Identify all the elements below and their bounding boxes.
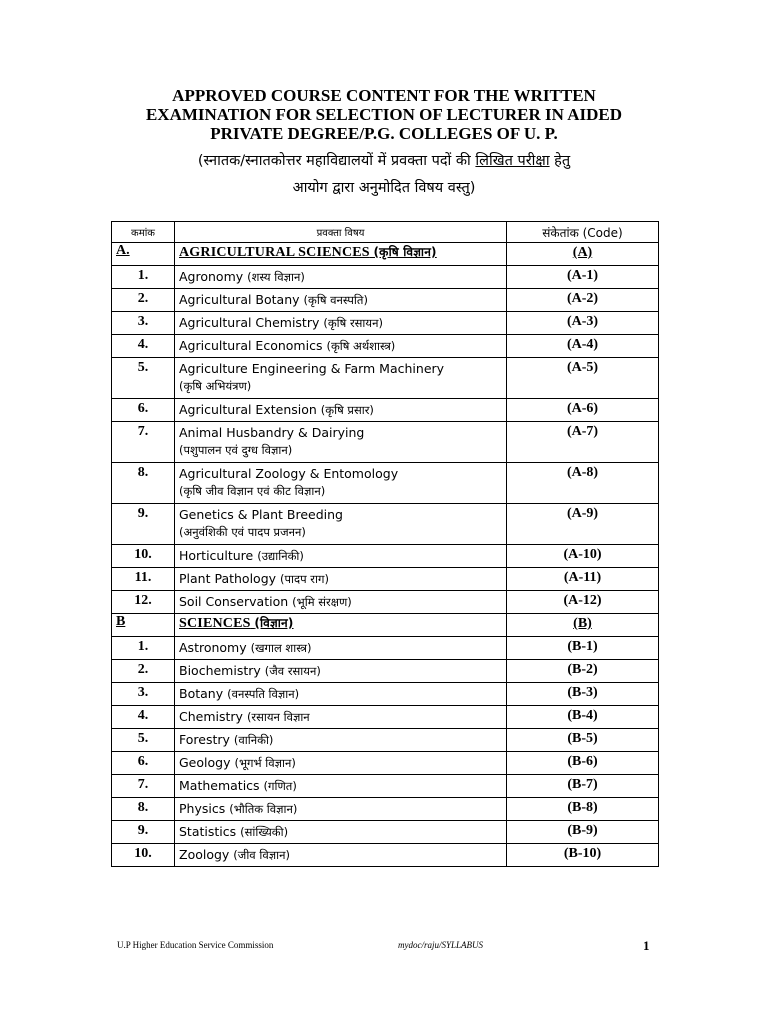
table-row [112, 568, 659, 591]
section-name: SCIENCES (विज्ञान) [175, 614, 507, 637]
subject-english: Horticulture [179, 548, 254, 563]
row-number: 7. [112, 422, 175, 463]
subject-english: Plant Pathology [179, 571, 277, 586]
subject-code: (B-2) [507, 660, 659, 683]
subject-hindi: (कृषि अर्थशास्त्र) [326, 339, 396, 353]
subject-code: (A-6) [507, 399, 659, 422]
subject-name [175, 568, 507, 591]
subject-code: (A-8) [507, 463, 659, 504]
subject-name [175, 821, 507, 844]
subject-code: (A-3) [507, 312, 659, 335]
row-number: 5. [112, 729, 175, 752]
subject-english: Mathematics [179, 778, 260, 793]
table-row [112, 312, 659, 335]
subject-hindi: (सांख्यिकी) [240, 825, 289, 839]
row-number: 6. [112, 752, 175, 775]
subject-code: (B-7) [507, 775, 659, 798]
title-line: APPROVED COURSE CONTENT FOR THE WRITTEN [172, 86, 596, 105]
section-code: (A) [507, 243, 659, 266]
subject-english: Physics [179, 801, 226, 816]
subject-english: Statistics [179, 824, 237, 839]
row-number: 10. [112, 545, 175, 568]
table-row [112, 591, 659, 614]
subject-name [175, 660, 507, 683]
document-title [60, 86, 708, 143]
subject-code: (A-12) [507, 591, 659, 614]
subject-name [175, 335, 507, 358]
table-row [112, 752, 659, 775]
subject-name [175, 312, 507, 335]
subject-name [175, 422, 507, 463]
subject-name [175, 729, 507, 752]
subject-name [175, 637, 507, 660]
subject-english: Agricultural Botany [179, 292, 300, 307]
subject-english: Agricultural Extension [179, 402, 317, 417]
footer-organization: U.P Higher Education Service Commission [117, 940, 274, 950]
table-row [112, 775, 659, 798]
subject-code: (B-6) [507, 752, 659, 775]
row-number: 2. [112, 660, 175, 683]
subject-code: (A-1) [507, 266, 659, 289]
header-code: संकेतांक (Code) [507, 222, 659, 243]
hindi-line-2: आयोग द्वारा अनुमोदित विषय वस्तु) [292, 180, 476, 196]
subject-code: (A-9) [507, 504, 659, 545]
subject-english: Soil Conservation [179, 594, 289, 609]
subject-table [111, 221, 659, 867]
subject-name [175, 683, 507, 706]
table-row [112, 798, 659, 821]
subject-hindi: (कृषि प्रसार) [320, 403, 374, 417]
row-number: 3. [112, 312, 175, 335]
row-number: 1. [112, 266, 175, 289]
subject-english: Agronomy [179, 269, 244, 284]
subject-code: (B-10) [507, 844, 659, 867]
subject-hindi: (कृषि अभियंत्रण) [179, 379, 252, 393]
table-row [112, 399, 659, 422]
subject-name [175, 358, 507, 399]
subject-english: Agricultural Chemistry [179, 315, 320, 330]
subject-name [175, 399, 507, 422]
subject-hindi: (जीव विज्ञान) [233, 848, 290, 862]
row-number: 2. [112, 289, 175, 312]
table-row [112, 637, 659, 660]
table-row [112, 660, 659, 683]
row-number: 3. [112, 683, 175, 706]
subject-english: Agricultural Economics [179, 338, 323, 353]
subject-hindi: (रसायन विज्ञान [246, 710, 310, 724]
page-number: 1 [643, 938, 650, 953]
row-number: 9. [112, 821, 175, 844]
hindi-line-1: (स्नातक/स्नातकोत्तर महाविद्यालयों में प्रवक्ता पदों की लिखित परीक्षा हेतु [197, 153, 571, 169]
subject-name [175, 289, 507, 312]
subject-name [175, 504, 507, 545]
subject-code: (A-11) [507, 568, 659, 591]
subject-hindi: (भूमि संरक्षण) [292, 595, 352, 609]
table-row [112, 289, 659, 312]
subject-english: Astronomy [179, 640, 247, 655]
row-number: 9. [112, 504, 175, 545]
subject-hindi: (शस्य विज्ञान) [247, 270, 305, 284]
subject-code: (A-5) [507, 358, 659, 399]
row-number: 11. [112, 568, 175, 591]
section-code: (B) [507, 614, 659, 637]
subject-code: (A-7) [507, 422, 659, 463]
row-number: 7. [112, 775, 175, 798]
row-number: 10. [112, 844, 175, 867]
table-row [112, 358, 659, 399]
subject-code: (B-9) [507, 821, 659, 844]
title-line: EXAMINATION FOR SELECTION OF LECTURER IN AIDED [145, 105, 623, 124]
subject-name [175, 266, 507, 289]
table-header-row [112, 222, 659, 243]
subject-english: Genetics & Plant Breeding [179, 507, 343, 522]
row-number: 1. [112, 637, 175, 660]
subject-hindi: (वनस्पति विज्ञान) [227, 687, 300, 701]
subject-hindi: (भौतिक विज्ञान) [229, 802, 298, 816]
subject-name [175, 706, 507, 729]
subject-hindi: (खगाल शास्त्र) [250, 641, 312, 655]
subject-hindi: (कृषि वनस्पति) [303, 293, 368, 307]
underlined-phrase: लिखित परीक्षा [475, 153, 550, 169]
table-row [112, 463, 659, 504]
subject-code: (A-10) [507, 545, 659, 568]
header-serial: कमांक [112, 222, 175, 243]
table-row [112, 844, 659, 867]
subject-name [175, 752, 507, 775]
header-subject: प्रवक्ता विषय [175, 222, 507, 243]
subject-hindi: (जैव रसायन) [264, 664, 321, 678]
subject-hindi: (पादप राग) [280, 572, 329, 586]
section-label: A. [112, 243, 175, 266]
row-number: 4. [112, 706, 175, 729]
subject-name [175, 844, 507, 867]
subject-code: (B-3) [507, 683, 659, 706]
subject-code: (A-2) [507, 289, 659, 312]
subject-hindi: (कृषि जीव विज्ञान एवं कीट विज्ञान) [179, 484, 326, 498]
row-number: 5. [112, 358, 175, 399]
subject-name [175, 463, 507, 504]
table-row [112, 706, 659, 729]
row-number: 8. [112, 798, 175, 821]
row-number: 4. [112, 335, 175, 358]
subject-code: (B-4) [507, 706, 659, 729]
subject-hindi: (भूगर्भ विज्ञान) [234, 756, 296, 770]
title-line: PRIVATE DEGREE/P.G. COLLEGES OF U. P. [210, 124, 558, 143]
table-row [112, 266, 659, 289]
subject-code: (A-4) [507, 335, 659, 358]
subject-hindi: (पशुपालन एवं दुग्ध विज्ञान) [179, 443, 293, 457]
subject-hindi: (उद्यानिकी) [257, 549, 304, 563]
subject-hindi: (अनुवंशिकी एवं पादप प्रजनन) [179, 525, 306, 539]
subject-code: (B-5) [507, 729, 659, 752]
row-number: 6. [112, 399, 175, 422]
subject-english: Zoology [179, 847, 230, 862]
subject-english: Botany [179, 686, 224, 701]
subject-english: Geology [179, 755, 231, 770]
table-row [112, 335, 659, 358]
section-label: B [112, 614, 175, 637]
row-number: 12. [112, 591, 175, 614]
subject-english: Agricultural Zoology & Entomology [179, 466, 399, 481]
row-number: 8. [112, 463, 175, 504]
table-row [112, 504, 659, 545]
table-row [112, 729, 659, 752]
section-row-a [112, 243, 659, 266]
subject-code: (B-8) [507, 798, 659, 821]
table-row [112, 821, 659, 844]
subject-code: (B-1) [507, 637, 659, 660]
section-name: AGRICULTURAL SCIENCES (कृषि विज्ञान) [175, 243, 507, 266]
subject-hindi: (कृषि रसायन) [323, 316, 383, 330]
table-row [112, 545, 659, 568]
subject-name [175, 545, 507, 568]
subject-name [175, 798, 507, 821]
subject-english: Forestry [179, 732, 230, 747]
table-row [112, 683, 659, 706]
subject-hindi: (वानिकी) [233, 733, 274, 747]
footer-path: mydoc/raju/SYLLABUS [398, 940, 484, 950]
subject-english: Biochemistry [179, 663, 261, 678]
subject-english: Agriculture Engineering & Farm Machinery [179, 361, 445, 376]
section-row-b [112, 614, 659, 637]
subject-english: Chemistry [179, 709, 243, 724]
subject-hindi: (गणित) [263, 779, 297, 793]
subject-english: Animal Husbandry & Dairying [179, 425, 365, 440]
subject-name [175, 775, 507, 798]
hindi-subtitle [60, 148, 708, 202]
table-row [112, 422, 659, 463]
subject-name [175, 591, 507, 614]
